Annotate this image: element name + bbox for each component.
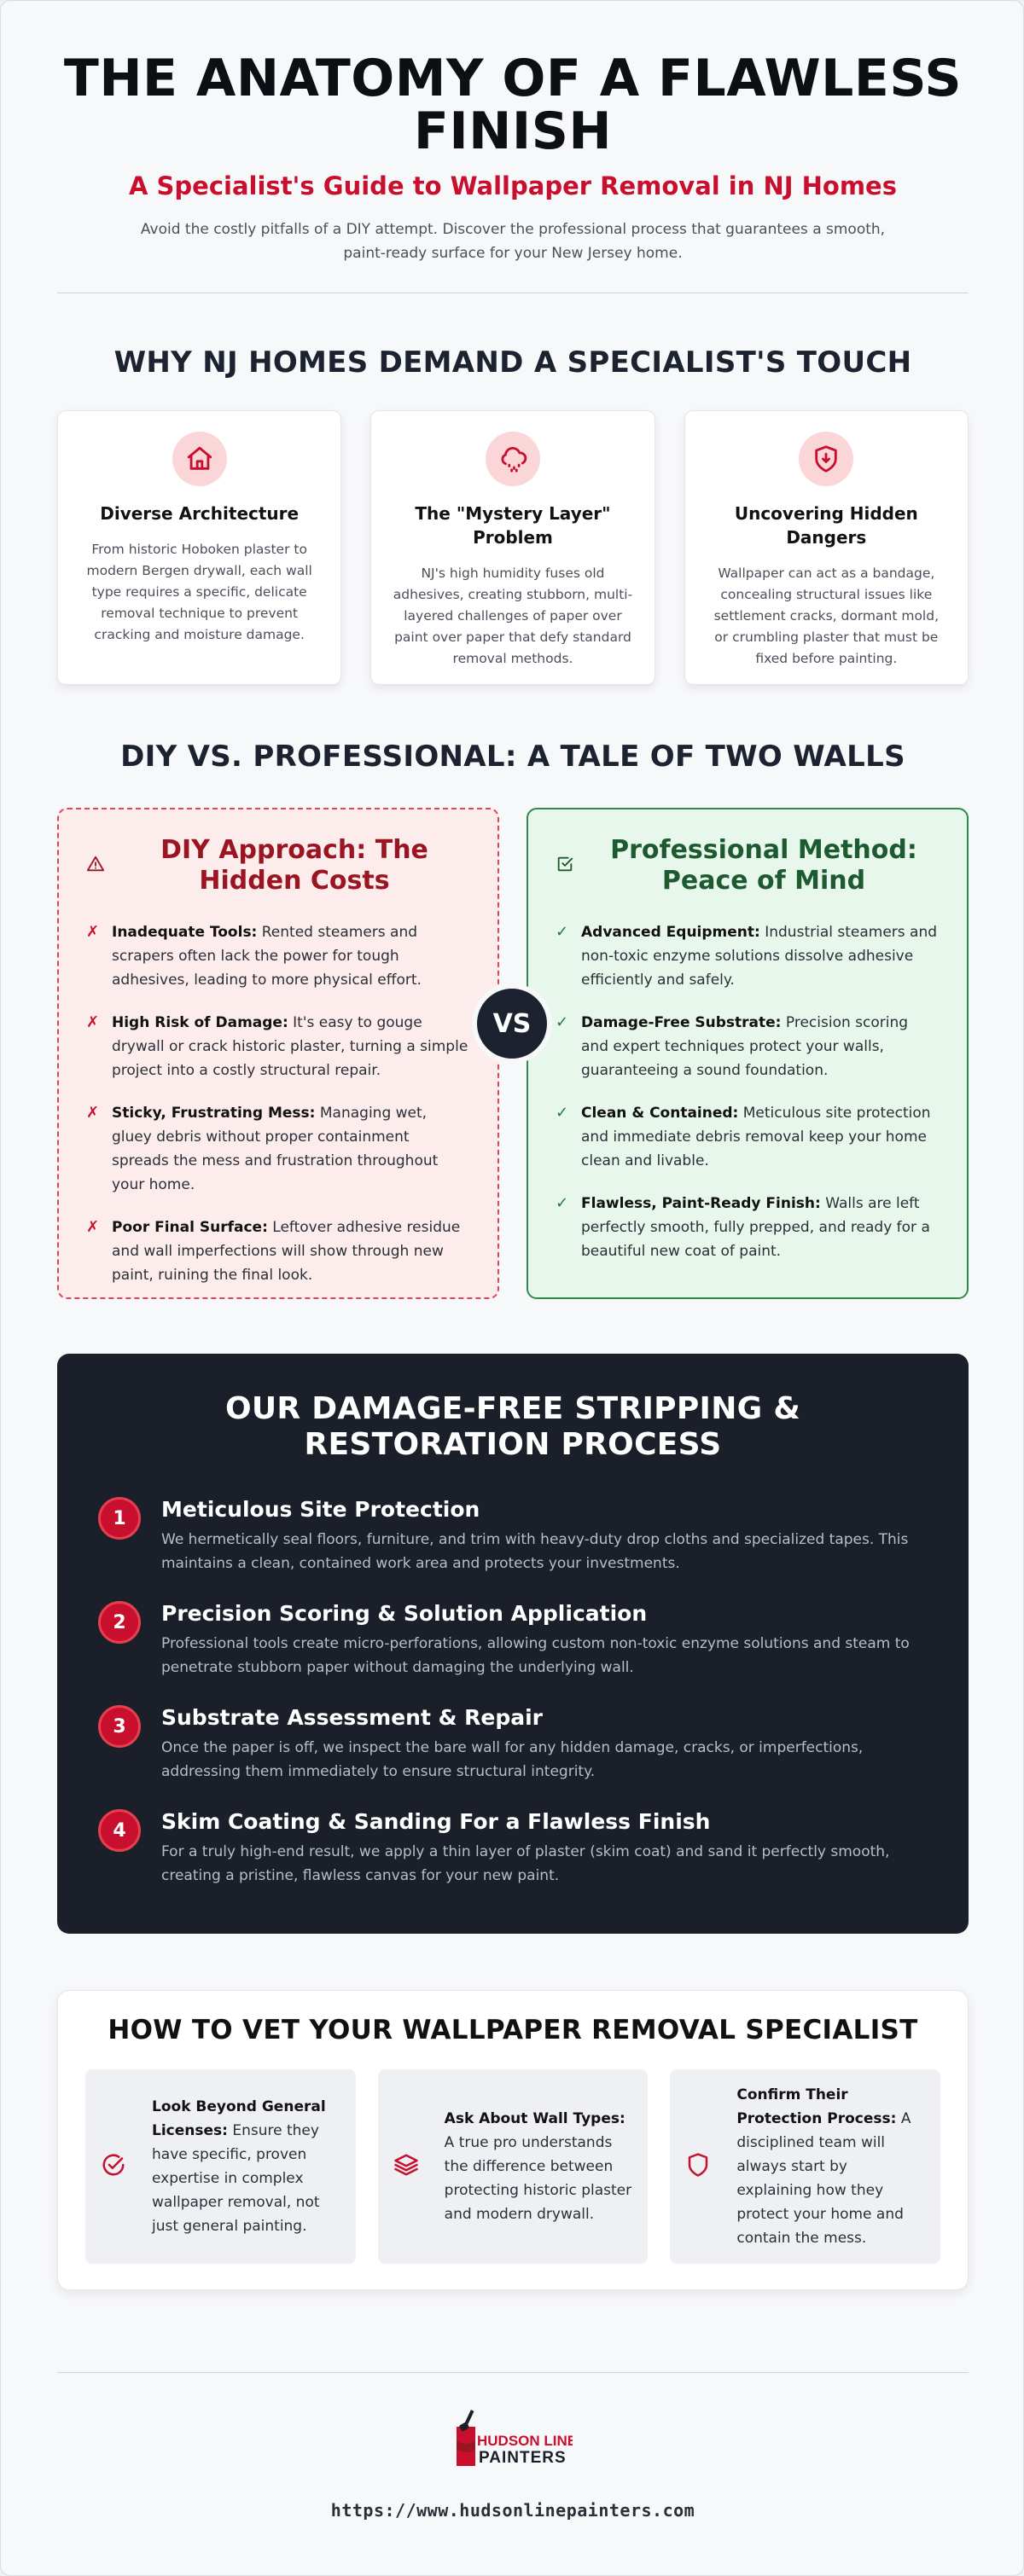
list-item: ✗ Sticky, Frustrating Mess: Managing wet, gluey debris without proper containment spreads the mess and frustration throughout your home. [86, 1101, 468, 1197]
step-text: We hermetically seal floors, furniture, and trim with heavy-duty drop cloths and specialized tapes. This maintains a clean, contained work area and protects your investments. [161, 1531, 909, 1572]
shield-icon [685, 2152, 711, 2181]
step-number: 2 [98, 1601, 141, 1644]
diy-title: DIY Approach: The Hidden Costs [160, 835, 428, 896]
process-step [98, 1705, 926, 1784]
step-text: For a truly high-end result, we apply a thin layer of plaster (skim coat) and sand it perfectly smooth, creating a pristine, flawless canvas for your new paint. [161, 1843, 890, 1884]
pro-title: Professional Method: Peace of Mind [610, 835, 917, 896]
compare-section [57, 808, 969, 1299]
company-logo[interactable] [453, 2406, 573, 2478]
card-title: Diverse Architecture [100, 503, 300, 524]
vet-card: Ask About Wall Types: A true pro understands the difference between protecting historic plaster and modern drywall. [378, 2069, 649, 2264]
card-title: The "Mystery Layer" Problem [415, 503, 611, 548]
step-text: Once the paper is off, we inspect the bare wall for any hidden damage, cracks, or imperfections, addressing them immediately to ensure structural integrity. [161, 1739, 864, 1780]
list-item: ✓ Clean & Contained: Meticulous site protection and immediate debris removal keep your home clean and livable. [556, 1101, 938, 1173]
badge-check-icon [101, 2152, 126, 2181]
x-mark-icon: ✗ [86, 923, 100, 941]
list-item: ✓ Advanced Equipment: Industrial steamers and non-toxic enzyme solutions dissolve adhesive efficiently and safely. [556, 920, 938, 992]
step-title: Precision Scoring & Solution Application [161, 1601, 648, 1626]
vet-section-title: HOW TO VET YOUR WALLPAPER REMOVAL SPECIALIST [108, 2015, 918, 2045]
diy-panel [57, 808, 499, 1299]
why-card-mystery-layer [370, 410, 655, 685]
svg-text:HUDSON LINE: HUDSON LINE [477, 2433, 573, 2449]
card-text: NJ's high humidity fuses old adhesives, creating stubborn, multi-layered challenges of paper over paint over paper that defy standard removal methods. [393, 566, 633, 666]
list-item: ✗ Poor Final Surface: Leftover adhesive residue and wall imperfections will show through new paint, ruining the final look. [86, 1215, 468, 1287]
step-text: Professional tools create micro-perforations, allowing custom non-toxic enzyme solutions and steam to penetrate stubborn paper without damaging the underlying wall. [161, 1635, 910, 1676]
check-mark-icon: ✓ [556, 1013, 569, 1031]
list-item: ✗ High Risk of Damage: It's easy to gouge drywall or crack historic plaster, turning a simple project into a costly structural repair. [86, 1011, 468, 1082]
step-number: 4 [98, 1809, 141, 1852]
divider [57, 2372, 969, 2373]
why-card-hidden-dangers [684, 410, 969, 685]
page-description: Avoid the costly pitfalls of a DIY attempt. Discover the professional process that guarantees a smooth, paint-ready surface for your New Jersey home. [140, 221, 886, 262]
compare-section-title: DIY VS. PROFESSIONAL: A TALE OF TWO WALLS [120, 740, 905, 774]
process-step [98, 1497, 926, 1575]
vet-card: Confirm Their Protection Process: A disciplined team will always start by explaining how they protect your home and contain the mess. [670, 2069, 940, 2264]
process-section [57, 1354, 969, 1934]
layers-icon [393, 2152, 419, 2181]
x-mark-icon: ✗ [86, 1104, 100, 1122]
vet-section [57, 1990, 969, 2290]
vet-card: Look Beyond General Licenses: Ensure they have specific, proven expertise in complex wallpaper removal, not just general painting. [85, 2069, 356, 2264]
list-item: ✓ Damage-Free Substrate: Precision scoring and expert techniques protect your walls, guaranteeing a sound foundation. [556, 1011, 938, 1082]
step-number: 1 [98, 1497, 141, 1540]
check-square-icon [556, 855, 590, 877]
page-title: THE ANATOMY OF A FLAWLESS FINISH [63, 49, 963, 161]
process-section-title: OUR DAMAGE-FREE STRIPPING & RESTORATION PROCESS [224, 1391, 801, 1462]
step-title: Meticulous Site Protection [161, 1497, 480, 1522]
list-item: ✓ Flawless, Paint-Ready Finish: Walls are left perfectly smooth, fully prepped, and ready for a beautiful new coat of paint. [556, 1192, 938, 1263]
website-link[interactable]: https://www.hudsonlinepainters.com [330, 2500, 695, 2521]
process-step [98, 1601, 926, 1680]
svg-text:PAINTERS: PAINTERS [479, 2449, 567, 2467]
list-item: ✗ Inadequate Tools: Rented steamers and scrapers often lack the power for tough adhesives, leading to more physical effort. [86, 920, 468, 992]
x-mark-icon: ✗ [86, 1013, 100, 1031]
why-section-title: WHY NJ HOMES DEMAND A SPECIALIST'S TOUCH [113, 345, 912, 380]
why-card-architecture [57, 410, 341, 685]
card-text: From historic Hoboken plaster to modern Bergen drywall, each wall type requires a specific, delicate removal technique to prevent cracking and moisture damage. [86, 542, 312, 642]
shield-alert-icon [799, 432, 853, 486]
alert-triangle-icon [86, 855, 120, 877]
process-step [98, 1809, 926, 1888]
page-subtitle: A Specialist's Guide to Wallpaper Removal in NJ Homes [129, 171, 897, 200]
cloud-drizzle-icon [486, 432, 540, 486]
check-mark-icon: ✓ [556, 1104, 569, 1122]
card-title: Uncovering Hidden Dangers [734, 503, 918, 548]
home-icon [172, 432, 227, 486]
vs-badge: VS [472, 983, 552, 1064]
why-cards [57, 410, 969, 685]
check-mark-icon: ✓ [556, 923, 569, 941]
card-text: Wallpaper can act as a bandage, concealing structural issues like settlement cracks, dormant mold, or crumbling plaster that must be fixed before painting. [713, 566, 940, 666]
step-title: Skim Coating & Sanding For a Flawless Finish [161, 1809, 711, 1834]
x-mark-icon: ✗ [86, 1218, 100, 1236]
pro-panel [527, 808, 969, 1299]
step-title: Substrate Assessment & Repair [161, 1705, 543, 1730]
step-number: 3 [98, 1705, 141, 1748]
check-mark-icon: ✓ [556, 1194, 569, 1212]
